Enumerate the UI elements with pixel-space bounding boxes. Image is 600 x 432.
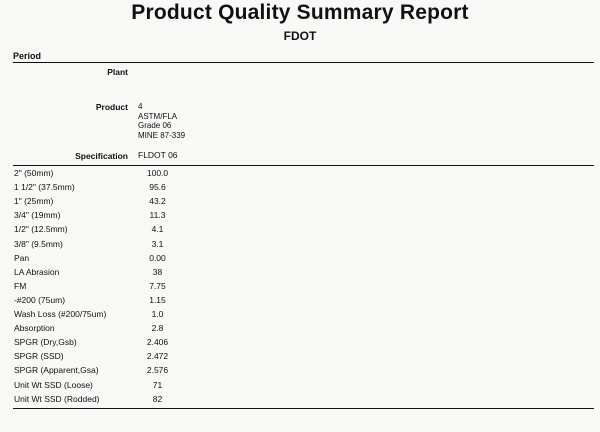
row-value: 100.0 <box>146 168 169 178</box>
row-value: 1.0 <box>151 309 164 319</box>
report-title: Product Quality Summary Report <box>131 1 469 24</box>
row-value: 11.3 <box>149 210 166 221</box>
row-label: SPGR (Apparent,Gsa) <box>14 365 99 376</box>
row-value: 2.406 <box>146 337 169 348</box>
specification-value: FLDOT 06 <box>138 150 178 160</box>
row-label: -#200 (75um) <box>14 294 66 305</box>
row-label: 2" (50mm) <box>14 168 54 178</box>
row-label: Pan <box>14 252 30 263</box>
row-value: 95.6 <box>149 182 166 193</box>
row-label: FM <box>14 280 27 291</box>
row-value: 38 <box>152 266 163 277</box>
row-value: 2.576 <box>146 365 169 376</box>
row-label: Unit Wt SSD (Rodded) <box>14 393 100 404</box>
row-label: 1" (25mm) <box>14 196 54 207</box>
product-value <box>138 102 185 140</box>
row-label: Absorption <box>14 323 55 334</box>
row-value: 71 <box>152 379 163 390</box>
row-label: 3/4" (19mm) <box>14 210 61 221</box>
row-label: Wash Loss (#200/75um) <box>14 309 107 319</box>
row-value: 4.1 <box>151 224 164 235</box>
row-label: SPGR (SSD) <box>14 351 64 362</box>
row-label: LA Abrasion <box>14 266 60 277</box>
plant-label: Plant <box>107 67 128 77</box>
row-value: 1.15 <box>149 294 166 305</box>
row-value: 3.1 <box>151 238 164 249</box>
row-label: 1/2" (12.5mm) <box>14 224 68 235</box>
row-label: Unit Wt SSD (Loose) <box>14 379 93 390</box>
row-label: SPGR (Dry,Gsb) <box>14 337 77 348</box>
product-line: Grade 06 <box>138 121 172 131</box>
product-label: Product <box>95 102 128 112</box>
row-label: 3/8" (9.5mm) <box>14 238 63 249</box>
row-label: 1 1/2" (37.5mm) <box>14 182 75 193</box>
table-bottom-rule <box>13 408 594 409</box>
product-line: ASTM/FLA <box>138 111 178 121</box>
specification-label: Specification <box>75 151 128 161</box>
report-subtitle: FDOT <box>283 29 317 43</box>
product-line: 4 <box>138 102 143 111</box>
row-value: 2.472 <box>146 351 169 362</box>
row-value: 7.75 <box>149 280 166 291</box>
row-value: 82 <box>152 393 163 404</box>
row-value: 0.00 <box>149 252 166 263</box>
product-line: MINE 87-339 <box>138 130 186 140</box>
table-top-rule <box>13 165 594 166</box>
header-rule <box>13 62 594 63</box>
row-value: 43.2 <box>149 196 166 207</box>
row-value: 2.8 <box>151 323 164 334</box>
period-label: Period <box>13 51 42 61</box>
